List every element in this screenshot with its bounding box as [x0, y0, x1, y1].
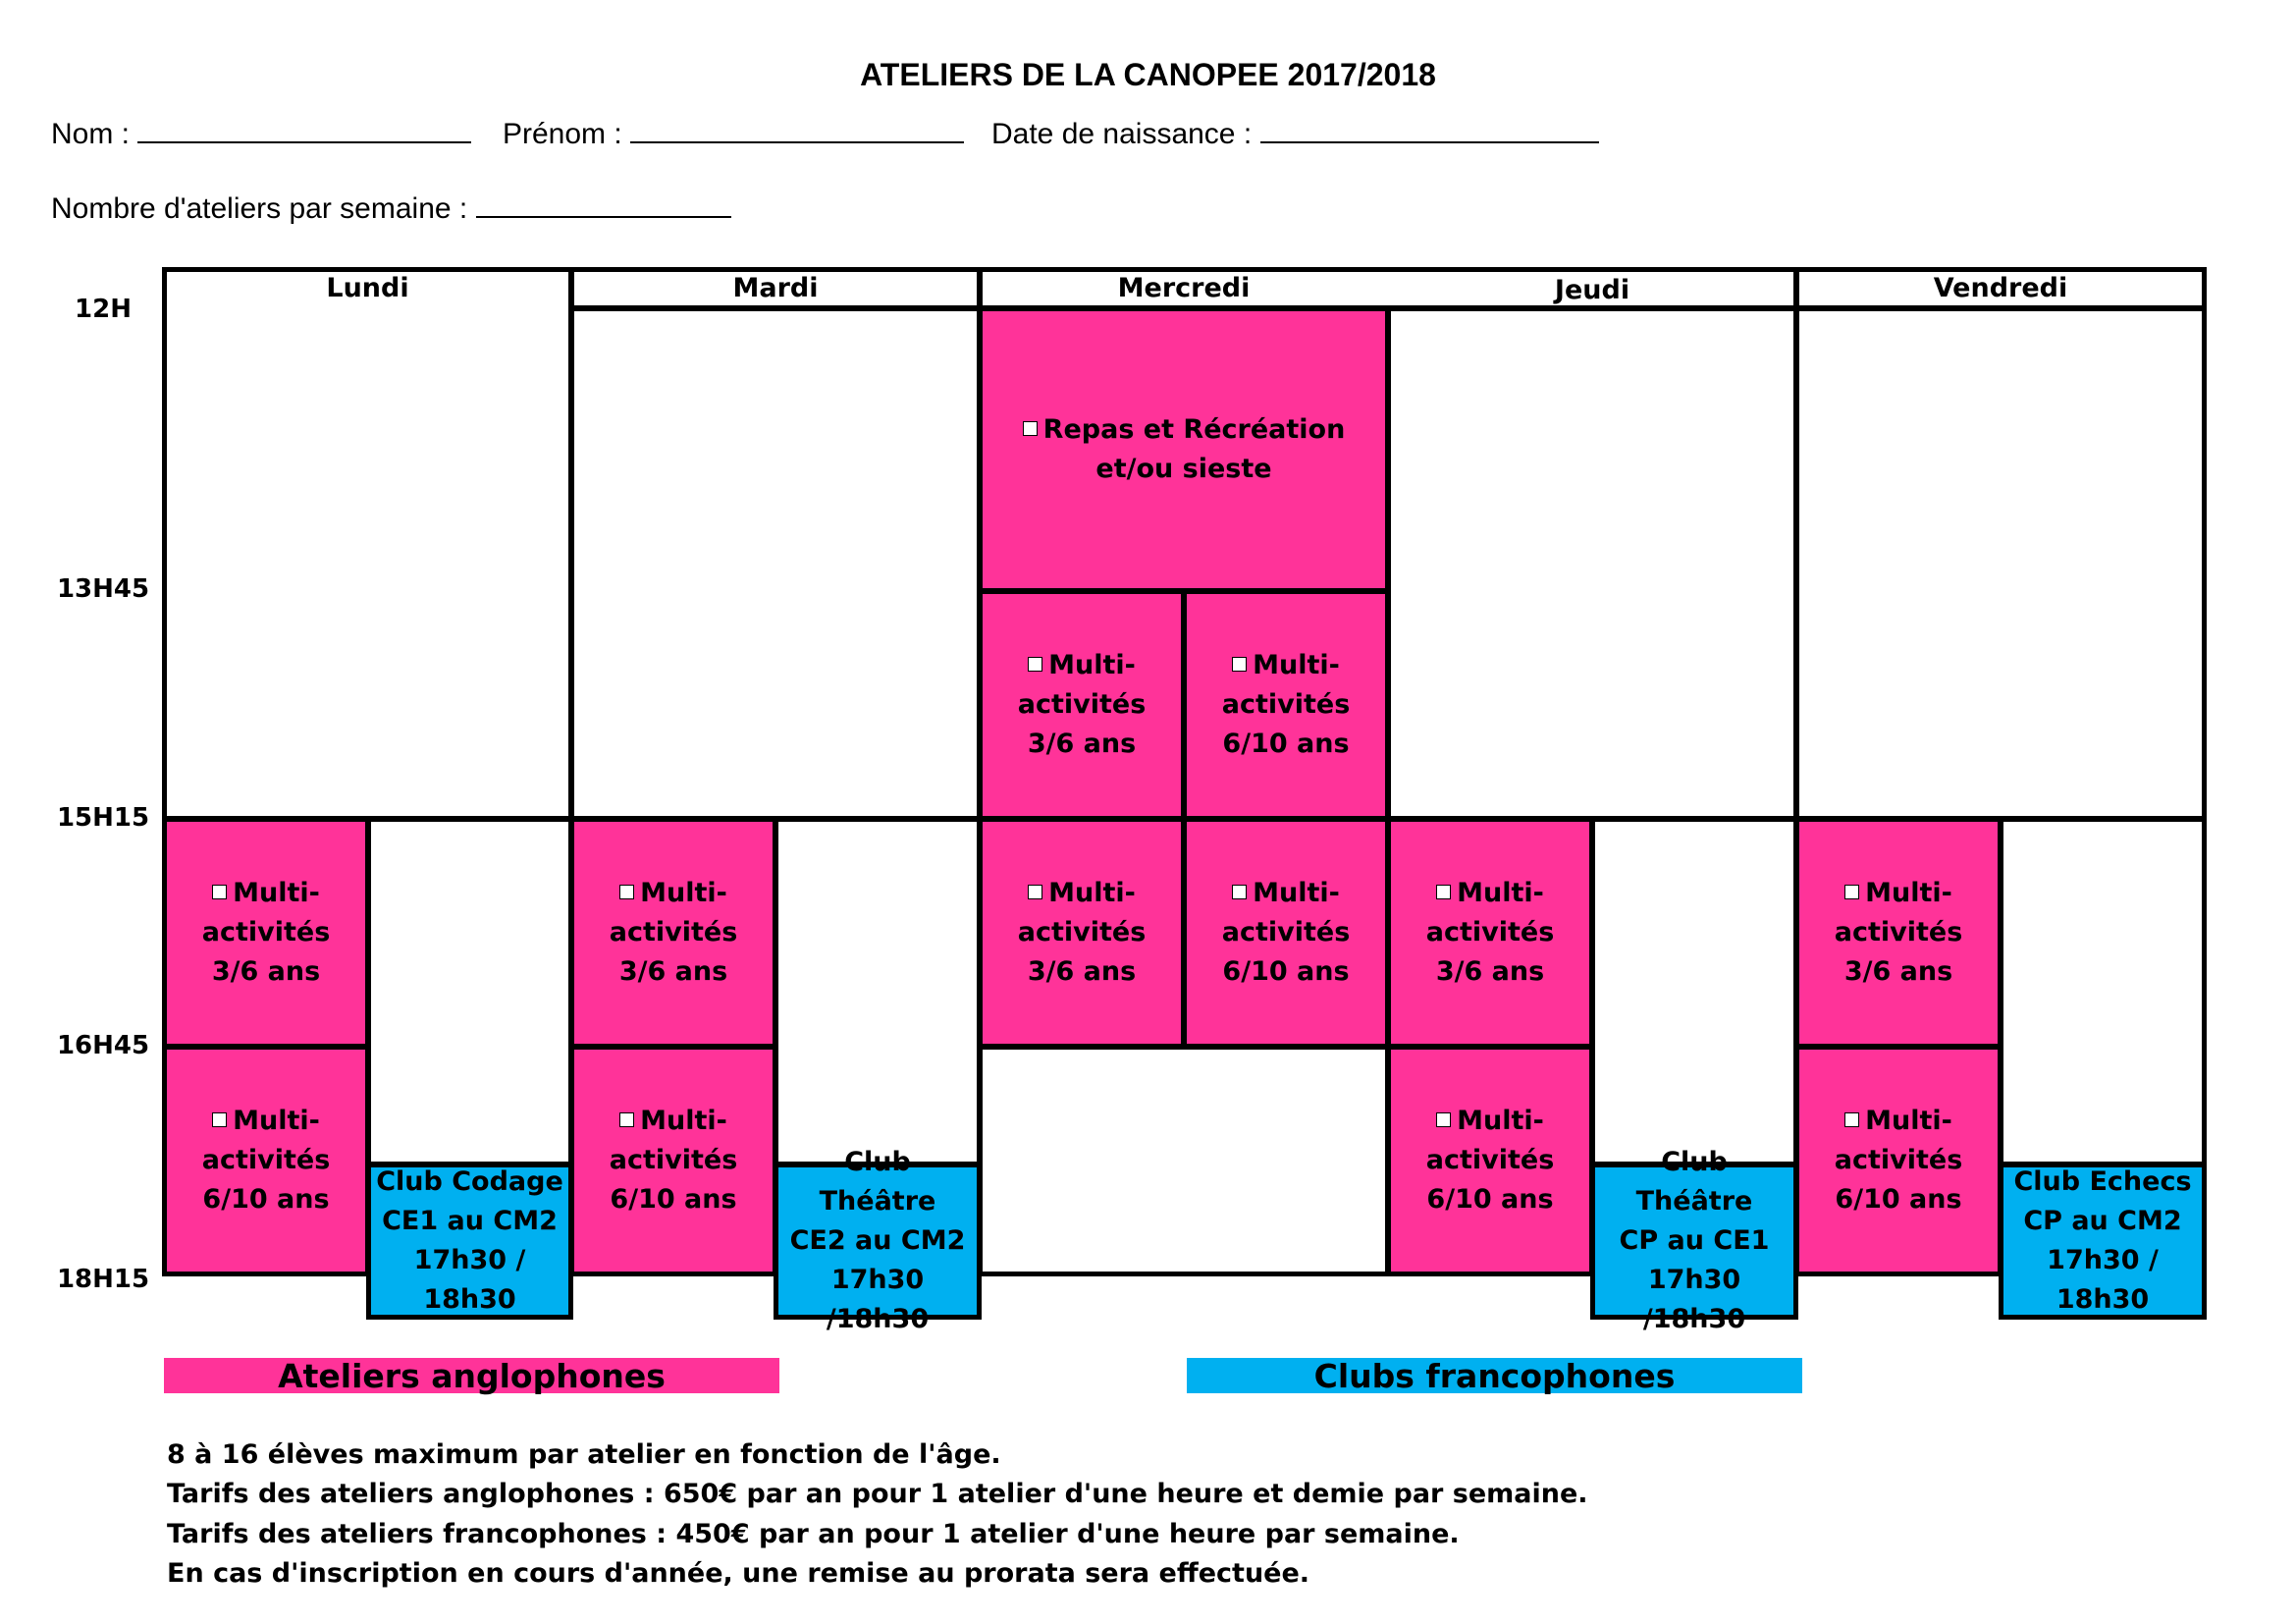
ateliers-count-field[interactable]	[51, 192, 731, 226]
checkbox-icon[interactable]	[1028, 885, 1042, 899]
multi-label: Multi- activités 6/10 ans	[1834, 1106, 1963, 1215]
lundi-frame	[162, 267, 573, 821]
vendredi-empty-slot	[1999, 817, 2207, 1166]
note-line-4: En cas d'inscription en cours d'année, une remise au prorata sera effectuée.	[167, 1558, 1310, 1589]
mardi-multi-610[interactable]	[569, 1045, 777, 1276]
jeudi-frame	[1386, 306, 1798, 821]
day-header-jeudi: Jeudi	[1554, 275, 1630, 305]
checkbox-icon[interactable]	[619, 1112, 634, 1127]
vendredi-multi-610[interactable]	[1794, 1045, 2002, 1276]
multi-label: Multi- activités 6/10 ans	[201, 1106, 331, 1215]
day-header-mardi: Mardi	[732, 273, 819, 303]
jeudi-multi-36[interactable]	[1386, 817, 1594, 1049]
naissance-input-line[interactable]	[1260, 120, 1599, 143]
vendredi-multi-36[interactable]	[1794, 817, 2002, 1049]
prenom-field[interactable]	[503, 118, 964, 151]
mardi-empty-slot	[774, 817, 982, 1166]
multi-label: Multi- activités 3/6 ans	[1834, 878, 1963, 987]
page-title: ATELIERS DE LA CANOPEE 2017/2018	[860, 57, 1436, 92]
ateliers-count-label: Nombre d'ateliers par semaine :	[51, 192, 468, 225]
legend-anglophones	[164, 1358, 779, 1393]
multi-label: Multi- activités 3/6 ans	[1425, 878, 1555, 987]
nom-field[interactable]	[51, 118, 471, 151]
prenom-input-line[interactable]	[630, 120, 964, 143]
mardi-club-theatre[interactable]	[774, 1147, 982, 1334]
jeudi-empty-slot	[1590, 817, 1798, 1166]
prenom-label: Prénom :	[503, 118, 622, 150]
vendredi-club-echecs[interactable]	[1999, 1163, 2207, 1320]
time-15h15: 15H15	[56, 803, 150, 833]
lundi-multi-36[interactable]	[162, 817, 370, 1049]
mardi-multi-36[interactable]	[569, 817, 777, 1049]
multi-label: Multi- activités 3/6 ans	[1017, 878, 1147, 987]
checkbox-icon[interactable]	[1436, 1112, 1451, 1127]
lundi-multi-610[interactable]	[162, 1045, 370, 1276]
mercredi-empty-slot	[978, 1045, 1390, 1276]
mercredi-repas-cell[interactable]	[978, 306, 1390, 593]
note-line-3: Tarifs des ateliers francophones : 450€ par an pour 1 atelier d'une heure par semaine.	[167, 1519, 1460, 1549]
legend-anglophones-label: Ateliers anglophones	[278, 1356, 666, 1395]
multi-label: Multi- activités 3/6 ans	[1017, 650, 1147, 759]
jeudi-club-theatre[interactable]	[1590, 1147, 1798, 1334]
legend-francophones-label: Clubs francophones	[1313, 1356, 1676, 1395]
multi-label: Multi- activités 6/10 ans	[1425, 1106, 1555, 1215]
note-line-2: Tarifs des ateliers anglophones : 650€ par an pour 1 atelier d'une heure et demie par semaine.	[167, 1479, 1588, 1509]
legend-francophones	[1187, 1358, 1802, 1393]
mercredi-multi-610-early[interactable]	[1182, 589, 1390, 821]
naissance-label: Date de naissance :	[991, 118, 1253, 150]
club-theatre-mardi-label: Club Théâtre CE2 au CM2 17h30 /18h30	[789, 1147, 966, 1334]
mercredi-multi-36[interactable]	[978, 817, 1186, 1049]
jeudi-multi-610[interactable]	[1386, 1045, 1594, 1276]
vendredi-frame	[1794, 306, 2207, 821]
day-header-vendredi: Vendredi	[1933, 273, 2068, 303]
day-header-lundi: Lundi	[326, 273, 409, 303]
checkbox-icon[interactable]	[1232, 885, 1247, 899]
checkbox-icon[interactable]	[619, 885, 634, 899]
multi-label: Multi- activités 6/10 ans	[609, 1106, 738, 1215]
multi-label: Multi- activités 6/10 ans	[1221, 878, 1351, 987]
nom-input-line[interactable]	[137, 120, 471, 143]
lundi-club-codage[interactable]	[366, 1163, 573, 1320]
lundi-empty-slot	[366, 817, 573, 1166]
mardi-frame	[569, 306, 982, 821]
checkbox-icon[interactable]	[1436, 885, 1451, 899]
ateliers-count-input-line[interactable]	[476, 194, 731, 218]
multi-label: Multi- activités 3/6 ans	[201, 878, 331, 987]
mercredi-multi-610[interactable]	[1182, 817, 1390, 1049]
checkbox-icon[interactable]	[1844, 1112, 1859, 1127]
multi-label: Multi- activités 6/10 ans	[1221, 650, 1351, 759]
naissance-field[interactable]	[991, 118, 1599, 151]
time-12h: 12H	[75, 295, 132, 324]
multi-label: Multi- activités 3/6 ans	[609, 878, 738, 987]
checkbox-icon[interactable]	[212, 1112, 227, 1127]
checkbox-icon[interactable]	[212, 885, 227, 899]
day-header-mercredi: Mercredi	[1117, 273, 1251, 303]
club-echecs-label: Club Echecs CP au CM2 17h30 / 18h30	[2013, 1166, 2192, 1315]
checkbox-icon[interactable]	[1844, 885, 1859, 899]
club-theatre-jeudi-label: Club Théâtre CP au CE1 17h30 /18h30	[1619, 1147, 1770, 1334]
checkbox-icon[interactable]	[1232, 657, 1247, 672]
repas-label: Repas et Récréation et/ou sieste	[1042, 414, 1346, 484]
nom-label: Nom :	[51, 118, 131, 150]
checkbox-icon[interactable]	[1028, 657, 1042, 672]
time-18h15: 18H15	[56, 1265, 150, 1294]
note-line-1: 8 à 16 élèves maximum par atelier en fonction de l'âge.	[167, 1439, 1001, 1470]
time-13h45: 13H45	[56, 574, 150, 604]
checkbox-icon[interactable]	[1023, 421, 1038, 436]
club-codage-label: Club Codage CE1 au CM2 17h30 / 18h30	[376, 1166, 563, 1315]
mercredi-multi-36-early[interactable]	[978, 589, 1186, 821]
time-16h45: 16H45	[56, 1031, 150, 1060]
